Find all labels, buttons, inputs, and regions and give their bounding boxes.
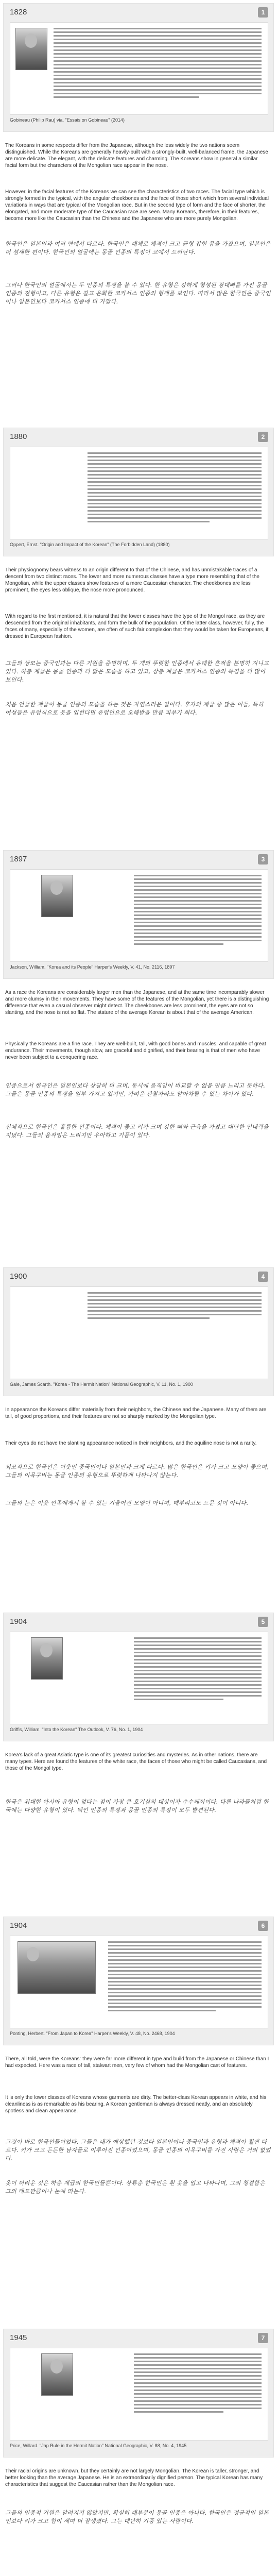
korean-paragraph: 외모적으로 한국인은 이웃인 중국인이나 일본인과 크게 다르다. 많은 한국인은 키가 크고 모양이 좋으며, 그들의 이목구비는 몽골 인종의 유형으로 뚜렷하게 나타나지 않는다.: [5, 1464, 269, 1479]
entry-number-badge: 2: [258, 432, 268, 442]
clipping-text-block: [134, 2353, 262, 2415]
entry-year: 1904: [10, 1617, 27, 1626]
source-caption: Ponting, Herbert. "From Japan to Korea" Harper's Weekly, V. 48, No. 2468, 1904: [10, 2031, 175, 2036]
entry-year: 1945: [10, 2333, 27, 2342]
source-caption: Price, Willard. "Jap Rule in the Hermit Nation" National Geographic, V. 88, No. 4, 1945: [10, 2443, 187, 2448]
clipping-image: [10, 869, 268, 962]
photograph-image: [18, 1941, 96, 1994]
source-card: [3, 850, 274, 979]
english-paragraph: The Koreans in some respects differ from the Japanese, although the less widely the two nations seem distinguished. While the Koreans are generally heavily-built with a strongly-built, well-balanced frame, the Japanese are more delicate. The elegant, with the delicate features and charming. The Koreans show in general a similar facial form but the characters of the Mongolian race appear in the nose.: [5, 143, 268, 168]
source-caption: Gale, James Scarth. "Korea - The Hermit Nation" National Geographic, V. 11, No. 1, 1900: [10, 1382, 193, 1387]
source-card: [3, 1267, 274, 1396]
source-card: [3, 1613, 274, 1741]
clipping-text-block: [134, 1637, 262, 1702]
source-card: [3, 1917, 274, 2045]
english-paragraph: Physically the Koreans are a fine race. They are well-built, tall, with good bones and muscles, and capable of great endurance. Their movements, though slow, are graceful and dignified, and their bearing is that of men who have never been subject to a conquering race.: [5, 1041, 266, 1060]
entry-year: 1828: [10, 8, 27, 16]
portrait-image: [15, 28, 47, 70]
entry-number-badge: 3: [258, 854, 268, 865]
english-paragraph: Korea's lack of a great Asiatic type is one of its greatest curiosities and mysteries. As in other nations, there are many types. Here are found the features of the white race, the faces of those who might be called Caucasians, and those of the Mongol type.: [5, 1752, 267, 1771]
english-paragraph: With regard to the first mentioned, it is natural that the lower classes have the type of the Mongol race, as they are descended from the original inhabitants, and form the bulk of the population. Of the latter class, however, fully, the faces of many, especially of the women, are often of such fair complexion that they would be taken for Europeans, if dressed in European fashion.: [5, 614, 269, 639]
korean-paragraph: 한국인은 일본인과 여러 면에서 다르다. 한국인은 대체로 체격이 크고 균형 잡힌 몸을 가졌으며, 일본인은 더 섬세한 편이다. 한국인의 얼굴에는 몽골 인종의 특징이 코에서 드러난다.: [5, 241, 271, 256]
clipping-text-block: [134, 875, 262, 947]
clipping-text-block: [88, 1292, 262, 1321]
entry-number-badge: 6: [258, 1921, 268, 1931]
clipping-image: [10, 1632, 268, 1724]
korean-paragraph: 한국은 위대한 아시아 유형이 없다는 점이 가장 큰 호기심의 대상이자 수수께끼이다. 다른 나라들처럼 한국에는 다양한 유형이 있다. 백인 인종의 특징과 몽골 인종의 특징이 모두 발견된다.: [5, 1799, 269, 1814]
entry-number-badge: 7: [258, 2333, 268, 2343]
korean-paragraph: 그들의 인종적 기원은 알려지지 않았지만, 확실히 대부분이 몽골 인종은 아니다. 한국인은 평균적인 일본인보다 키가 크고 힘이 세며 더 잘생겼다. 그는 대단히 기품 있는 사람이다.: [5, 2510, 269, 2524]
korean-paragraph: 그러나 한국인의 얼굴에서는 두 인종의 특징을 볼 수 있다. 한 유형은 강하게 형성된 광대뼈를 가진 몽골 인종의 전형이고, 다른 유형은 길고 온화한 코카서스 인종의 형태를 보인다. 따라서 많은 한국인은 중국인이나 일본인보다 코카서스 인종에 더 가깝다.: [5, 282, 271, 305]
entry-year: 1897: [10, 855, 27, 863]
source-caption: Gobineau (Philip Rau) via, "Essais on Gobineau" (2014): [10, 117, 125, 123]
clipping-text-block: [54, 28, 262, 100]
clipping-image: [10, 2348, 268, 2441]
korean-paragraph: 처음 언급한 계급이 몽골 인종의 모습을 하는 것은 자연스러운 일이다. 후자의 계급 중 많은 이들, 특히 여성들은 유럽식으로 옷을 입힌다면 유럽인으로 오해받을 만큼 피부가 희다.: [5, 701, 264, 716]
portrait-image: [31, 1637, 63, 1680]
clipping-image: [10, 1936, 268, 2028]
korean-paragraph: 그들의 눈은 이웃 민족에게서 볼 수 있는 기울어진 모양이 아니며, 매부리코도 드문 것이 아니다.: [5, 1500, 249, 1506]
english-paragraph: In appearance the Koreans differ materially from their neighbors, the Chinese and the Japanese. Many of them are tall, of good proportions, and their features are not so sharply marked by the Mongolian type.: [5, 1407, 267, 1419]
clipping-text-block: [108, 1941, 262, 2013]
english-paragraph: There, all told, were the Koreans: they were far more different in type and build from the Japanese or Chinese than I had expected. Here was a race of tall, stalwart men, very few of whom had the Mongolian cast of features.: [5, 2056, 269, 2069]
source-caption: Jackson, William. "Korea and its People" Harper's Weekly, V. 41, No. 2116, 1897: [10, 964, 175, 970]
source-card: [3, 428, 274, 556]
english-paragraph: Their eyes do not have the slanting appearance noticed in their neighbors, and the aquiline nose is not a rarity.: [5, 1440, 257, 1446]
korean-paragraph: 신체적으로 한국인은 훌륭한 인종이다. 체격이 좋고 키가 크며 강한 뼈와 근육을 가졌고 대단한 인내력을 지녔다. 그들의 움직임은 느리지만 우아하고 기품이 있다.: [5, 1124, 269, 1139]
source-card: [3, 2329, 274, 2458]
english-paragraph: As a race the Koreans are considerably larger men than the Japanese, and at the same time incomparably slower and more clumsy in their movements. They have some of the features of the Mongolian, yet there is a distinguishing difference that even a casual observer might detect. The cheekbones are less prominent, the eyes are not so slanting, and the nose is not so flat. The stature of the average Korean is about that of the average American.: [5, 990, 269, 1015]
english-paragraph: However, in the facial features of the Koreans we can see the characteristics of two races. The facial type which is strongly formed in the typical, with the angular cheekbones and the face of those short which from several individual variations in ways that are typical of the Mongolian race. But in the second type of form and the face of shorter, the elongated, and more moderate type of the Caucasian race are seen. Many Koreans, therefore, in their features, become more like the Caucasian than the Chinese and the Japanese who are more purely Mongolian.: [5, 189, 269, 222]
entry-year: 1904: [10, 1921, 27, 1930]
korean-paragraph: 인종으로서 한국인은 일본인보다 상당히 더 크며, 동시에 움직임이 비교할 수 없을 만큼 느리고 둔하다. 그들은 몽골 인종의 특징을 일부 가지고 있지만, 가벼운 관찰자라도 알아차릴 수 있는 차이가 있다.: [5, 1082, 265, 1097]
source-caption: Griffis, William. "Into the Korean" The Outlook, V. 76, No. 1, 1904: [10, 1727, 143, 1732]
entry-year: 1900: [10, 1272, 27, 1281]
portrait-image: [41, 875, 73, 917]
entry-year: 1880: [10, 432, 27, 441]
english-paragraph: Their physiognomy bears witness to an origin different to that of the Chinese, and has unmistakable traces of a descent from two distinct races. The lower and more numerous classes have a type more resembling that of the Mongolian, while the upper classes show features of a more Caucasian character. The cheekbones are less prominent, the eyes less oblique, the nose more pronounced.: [5, 567, 259, 593]
korean-paragraph: 그들의 상모는 중국인과는 다른 기원을 증명하며, 두 개의 뚜렷한 인종에서 유래한 흔적을 분명히 지니고 있다. 하층 계급은 몽골 인종과 더 닮은 모습을 하고 있고, 상층 계급은 코카서스 인종의 특징을 더 많이 보인다.: [5, 660, 269, 683]
korean-paragraph: 그것이 바로 한국인들이었다. 그들은 내가 예상했던 것보다 일본인이나 중국인과 유형과 체격이 훨씬 다르다. 키가 크고 든든한 남자들로 이루어진 인종이었으며, 몽골 인종의 이목구비를 가진 사람은 거의 없었다.: [5, 2139, 271, 2162]
clipping-image: [10, 22, 268, 115]
entry-number-badge: 4: [258, 1272, 268, 1282]
portrait-image: [41, 2353, 73, 2396]
korean-paragraph: 옷이 더러운 것은 하층 계급의 한국인들뿐이다. 상류층 한국인은 흰 옷을 입고 나타나며, 그의 청결함은 그의 태도만큼이나 눈에 띄는다.: [5, 2180, 265, 2195]
entry-number-badge: 1: [258, 7, 268, 18]
source-caption: Oppert, Ernst. "Origin and Impact of the Korean" (The Forbidden Land) (1880): [10, 542, 170, 547]
english-paragraph: Their racial origins are unknown, but they certainly are not largely Mongolian. The Korean is taller, stronger, and better looking than the average Japanese. He is an extraordinarily dignified person. The typical Korean has many characteristics that suggest the Caucasian rather than the Mongolian race.: [5, 2468, 263, 2487]
clipping-image: [10, 447, 268, 539]
clipping-image: [10, 1286, 268, 1379]
english-paragraph: It is only the lower classes of Koreans whose garments are dirty. The better-class Korean appears in white, and his cleanliness is as remarkable as his bearing. A Korean gentleman is always dressed neatly, and an absolutely spotless and clean appearance.: [5, 2095, 267, 2114]
clipping-text-block: [88, 452, 262, 524]
source-card: [3, 3, 274, 132]
entry-number-badge: 5: [258, 1617, 268, 1627]
